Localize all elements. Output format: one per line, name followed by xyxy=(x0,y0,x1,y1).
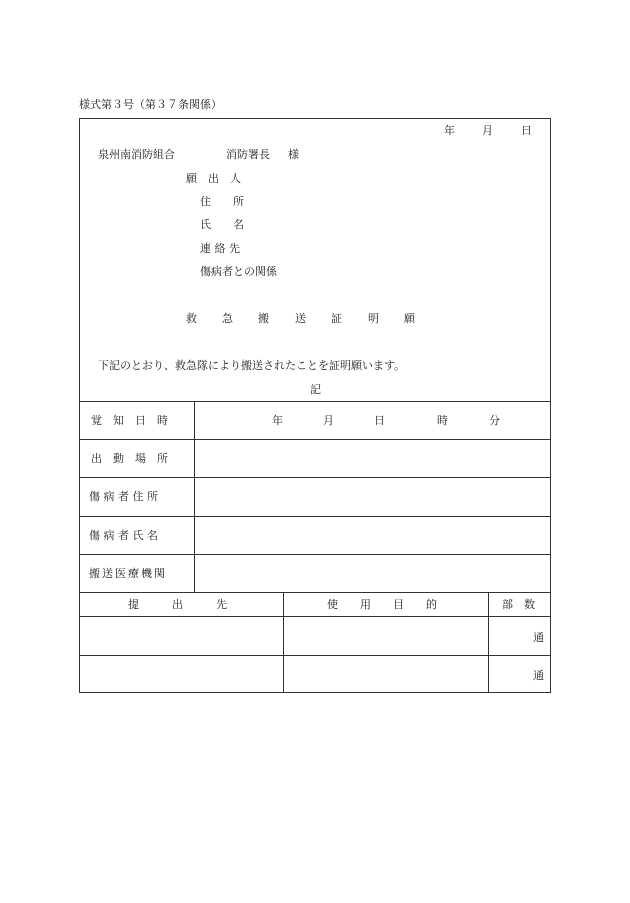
applicant-name-label: 氏 名 xyxy=(200,218,244,231)
copies-unit-label: 通 xyxy=(533,669,544,682)
awareness-year-label: 年 xyxy=(272,414,283,427)
request-text: 下記のとおり、救急隊により搬送されたことを証明願います。 xyxy=(98,359,406,372)
addressee-chief: 消防署長 xyxy=(226,148,270,161)
table-rule xyxy=(79,592,551,593)
document-title-char: 証 xyxy=(331,312,342,325)
applicant-relation-label: 傷病者との関係 xyxy=(200,265,277,278)
date-year-label: 年 xyxy=(444,124,455,137)
row-label-patient-address: 傷 病 者 住 所 xyxy=(89,490,158,503)
table-rule xyxy=(79,516,551,517)
table-rule xyxy=(79,554,551,555)
form-number: 様式第３号（第３７条関係） xyxy=(79,98,222,111)
applicant-contact-label: 連 絡 先 xyxy=(200,242,240,255)
submission-purpose-header: 使 用 目 的 xyxy=(327,598,437,611)
row-label-dispatch-place: 出 動 場 所 xyxy=(91,452,168,465)
addressee-honorific: 様 xyxy=(288,148,299,161)
document-title-char: 搬 xyxy=(258,312,269,325)
submission-copies-header: 部 数 xyxy=(502,598,535,611)
document-title-char: 送 xyxy=(295,312,306,325)
date-month-label: 月 xyxy=(482,124,493,137)
awareness-month-label: 月 xyxy=(323,414,334,427)
document-title-char: 願 xyxy=(404,312,415,325)
table-rule xyxy=(79,439,551,440)
copies-unit-label: 通 xyxy=(533,631,544,644)
ki-label: 記 xyxy=(310,383,321,396)
table-rule xyxy=(79,655,551,656)
date-day-label: 日 xyxy=(521,124,532,137)
row-label-awareness: 覚 知 日 時 xyxy=(91,414,168,427)
awareness-day-label: 日 xyxy=(374,414,385,427)
table-column-rule xyxy=(488,592,489,693)
document-title-char: 明 xyxy=(368,312,379,325)
row-label-patient-name: 傷 病 者 氏 名 xyxy=(89,529,158,542)
document-title-char: 急 xyxy=(222,312,233,325)
table-rule xyxy=(79,477,551,478)
applicant-heading: 願 出 人 xyxy=(186,172,241,185)
table-column-rule xyxy=(194,401,195,592)
table-rule xyxy=(79,616,551,617)
table-column-rule xyxy=(283,592,284,693)
addressee-org: 泉州南消防組合 xyxy=(98,148,175,161)
applicant-address-label: 住 所 xyxy=(200,195,244,208)
document-title-char: 救 xyxy=(186,312,197,325)
awareness-minute-label: 分 xyxy=(489,414,500,427)
row-label-hospital: 搬送医療機関 xyxy=(89,567,167,580)
awareness-hour-label: 時 xyxy=(437,414,448,427)
table-rule xyxy=(79,401,551,402)
submission-to-header: 提 出 先 xyxy=(128,598,227,611)
